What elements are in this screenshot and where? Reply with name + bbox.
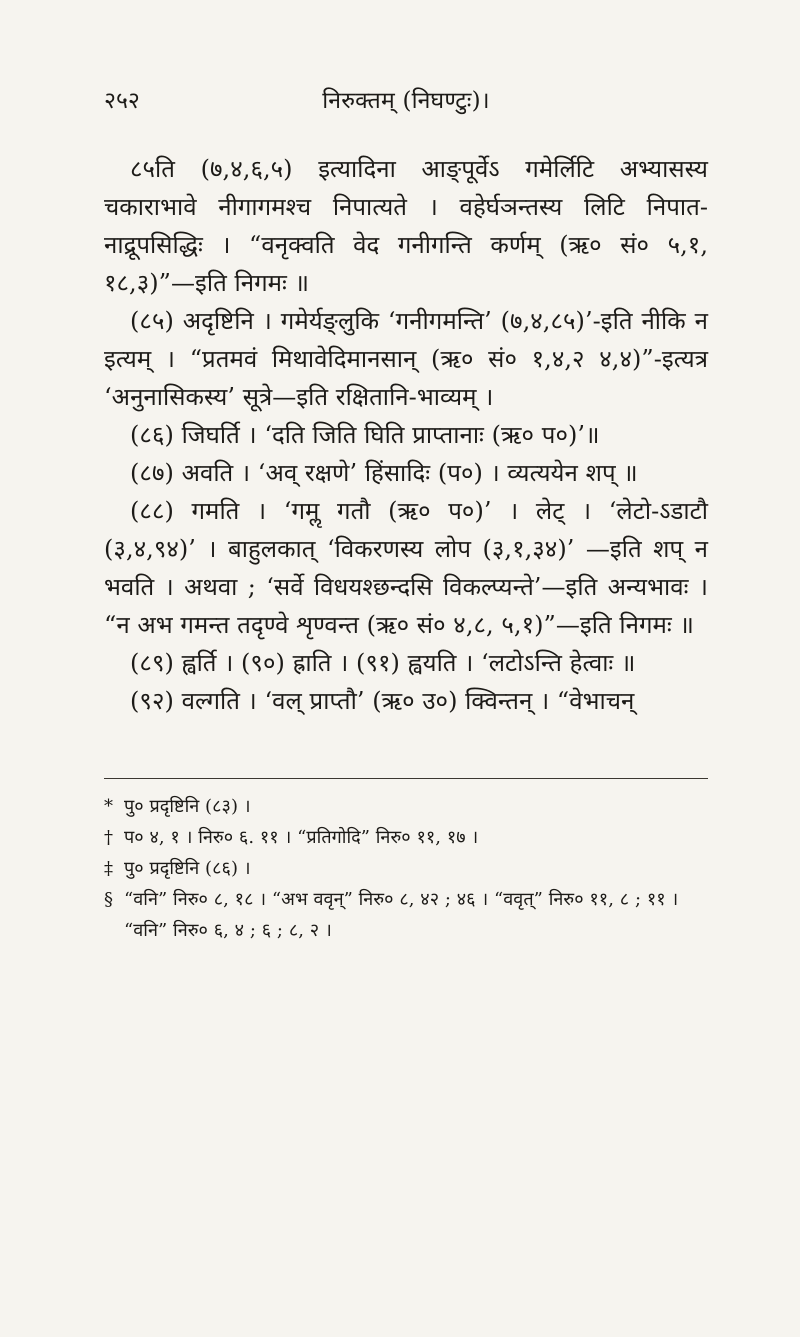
paragraph: (८५) अदृष्टिनि । गमेर्यङ्लुकि ‘गनीगमन्ति’ (७,४,८५)’-इति नीकि न इत्यम् । “प्रतमवं मिथावेदिमानसान् (ऋ० सं० १,४,२ ४,४)”-इत्यत्र ‘अनुनासिकस्य’ सूत्रे—इति रक्षितानि-भाव्यम् । xyxy=(104,307,708,411)
footnote xyxy=(104,822,708,853)
footnote xyxy=(104,791,708,822)
footnote-mark: § xyxy=(104,889,114,910)
footnote-mark: ‡ xyxy=(104,858,114,879)
footnote-mark: * xyxy=(104,796,114,817)
footnote-text: पु० प्रदृष्टिनि (८३) । xyxy=(124,796,251,817)
footnote xyxy=(104,884,708,946)
main-text xyxy=(104,150,708,720)
footnote-divider xyxy=(104,778,708,779)
paragraph: ८५ति (७,४,६,५) इत्यादिना आङ्पूर्वेऽ गमेर्लिटि अभ्यासस्य चकाराभावे नीगागमश्च निपात्यते । वहेर्घञन्तस्य लिटि निपात-नाद्रूपसिद्धिः । “वनृक्वति वेद गनीगन्ति कर्णम् (ऋ० सं० ५,१, १८,३)”—इति निगमः ॥ xyxy=(104,155,708,297)
footnote-text: “वनि” निरु० ८, १८ । “अभ ववृन्” निरु० ८, ४२ ; ४६ । “ववृत्” निरु० ११, ८ ; ११ । “वनि” निरु० ६, ४ ; ६ ; ८, २ । xyxy=(124,889,679,941)
footnote-mark: † xyxy=(104,827,114,848)
paragraph: (८८) गमति । ‘गमॢ गतौ (ऋ० प०)’ । लेट् । ‘लेटो-ऽडाटौ (३,४,९४)’ । बाहुलकात् ‘विकरणस्य लोप (३,१,३४)’ —इति शप् न भवति । अथवा ; ‘सर्वे विधयश्छन्दसि विकल्प्यन्ते’—इति अन्यभावः । “न अभ गमन्त तदृण्वे शृण्वन्त (ऋ० सं० ४,८, ५,१)”—इति निगमः ॥ xyxy=(104,497,708,639)
paragraph: (८७) अवति । ‘अव् रक्षणे’ हिंसादिः (प०) । व्यत्ययेन शप् ॥ xyxy=(130,459,638,487)
footnotes xyxy=(104,791,708,946)
paragraph: (९२) वल्गति । ‘वल् प्राप्तौ’ (ऋ० उ०) क्विन्तन् । “वेभाचन् xyxy=(130,687,635,715)
paragraph: (८६) जिघर्ति । ‘दति जिति घिति प्राप्तानाः (ऋ० प०)’॥ xyxy=(130,421,600,449)
footnote-text: पु० प्रदृष्टिनि (८६) । xyxy=(124,858,251,879)
footnote xyxy=(104,853,708,884)
footnote-text: प० ४, १ । निरु० ६. ११ । “प्रतिगोदि” निरु० ११, १७ । xyxy=(124,827,479,848)
page-number: २५२ xyxy=(104,88,140,114)
running-header xyxy=(104,88,708,130)
running-title: निरुक्तम् (निघण्टुः)। xyxy=(322,88,490,114)
paragraph: (८९) ह्वर्ति । (९०) ह्राति । (९१) ह्वयति । ‘लटोऽन्ति हेत्वाः ॥ xyxy=(130,649,636,677)
